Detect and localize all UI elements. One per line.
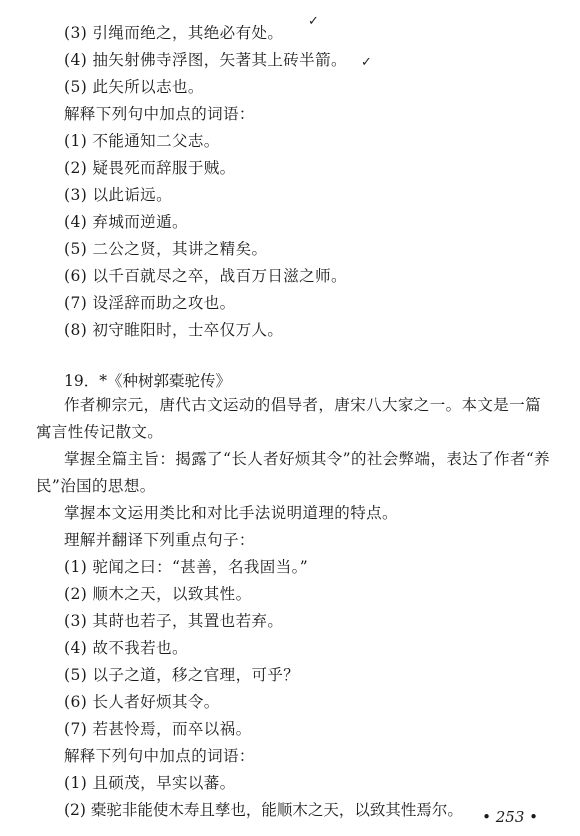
page-number: • 253 • <box>482 808 538 826</box>
section-heading: 解释下列句中加点的词语： <box>64 105 255 123</box>
list-item: (7) 若甚怜焉，而卒以祸。 <box>64 720 252 738</box>
list-item: (4) 故不我若也。 <box>64 639 188 657</box>
list-item: (6) 以千百就尽之卒，战百万日滋之师。 <box>64 267 347 285</box>
list-item: (2) 橐驼非能使木寿且孳也，能顺木之天，以致其性焉尔。 <box>64 801 463 819</box>
list-item: (1) 且硕茂，早实以蕃。 <box>64 774 236 792</box>
list-item: (2) 疑畏死而辞服于贼。 <box>64 159 236 177</box>
list-item: (1) 不能通知二父志。 <box>64 132 220 150</box>
section-heading: 解释下列句中加点的词语： <box>64 747 255 765</box>
list-item: (2) 顺木之天，以致其性。 <box>64 585 252 603</box>
check-mark-icon: ✓ <box>308 14 319 29</box>
list-item: (5) 二公之贤，其讲之精矣。 <box>64 240 268 258</box>
author-paragraph: 作者柳宗元，唐代古文运动的倡导者，唐宋八大家之一。本文是一篇寓言性传记散文。 <box>36 396 542 441</box>
list-item: (5) 以子之道，移之官理，可乎？ <box>64 666 300 684</box>
check-mark-icon: ✓ <box>361 55 372 70</box>
section-heading: 理解并翻译下列重点句子： <box>64 531 255 549</box>
list-item: (4) 弃城而逆遁。 <box>64 213 188 231</box>
list-item: (4) 抽矢射佛寺浮图，矢著其上砖半箭。 <box>64 51 347 69</box>
method-line: 掌握本文运用类比和对比手法说明道理的特点。 <box>64 504 398 522</box>
section-title: 19．*《种树郭橐驼传》 <box>64 372 231 390</box>
list-item: (5) 此矢所以志也。 <box>64 78 204 96</box>
list-item: (8) 初守睢阳时，士卒仅万人。 <box>64 321 284 339</box>
list-item: (6) 长人者好烦其令。 <box>64 693 220 711</box>
list-item: (1) 驼闻之曰：“甚善，名我固当。” <box>64 558 309 576</box>
list-item: (7) 设淫辞而助之攻也。 <box>64 294 236 312</box>
theme-paragraph: 掌握全篇主旨：揭露了“长人者好烦其令”的社会弊端，表达了作者“养民”治国的思想。 <box>36 450 551 495</box>
list-item: (3) 其莳也若子，其置也若弃。 <box>64 612 284 630</box>
list-item: (3) 以此诟远。 <box>64 186 172 204</box>
list-item: (3) 引绳而绝之，其绝必有处。 <box>64 24 284 42</box>
